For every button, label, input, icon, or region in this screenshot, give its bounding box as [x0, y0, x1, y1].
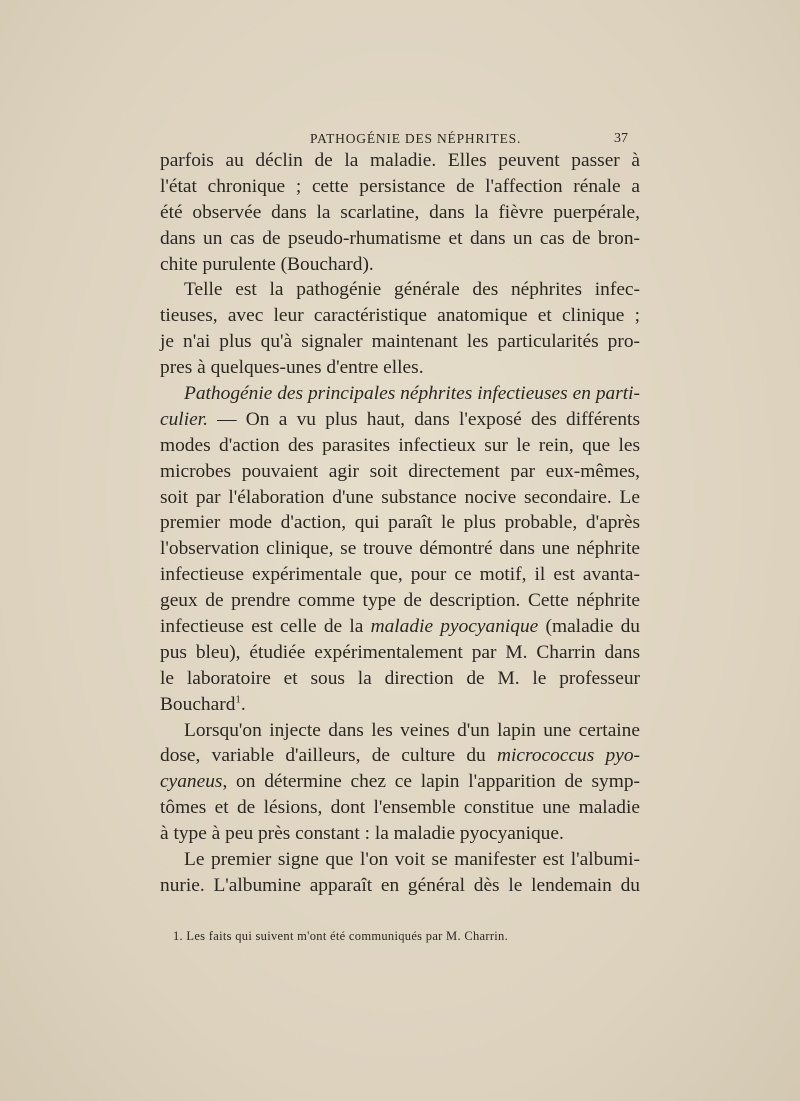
text-line: Telle est la pathogénie générale des néphrites infec- [184, 279, 640, 301]
text-line: Le premier signe que l'on voit se manifester est l'albumi- [184, 849, 640, 871]
text-line [160, 614, 640, 640]
text-line: geux de prendre comme type de description. Cette néphrite [160, 590, 640, 612]
text-line: Lorsqu'on injecte dans les veines d'un lapin une certaine [184, 719, 640, 741]
text-line [160, 743, 640, 769]
page-number: 37 [614, 131, 628, 146]
text-line: l'observation clinique, se trouve démontré dans une néphrite [160, 538, 640, 560]
text-line: le laboratoire et sous la direction de M. le professeur [160, 667, 640, 689]
section-heading-end: culier. [160, 408, 208, 430]
body-text [160, 148, 640, 899]
italic-term: cyaneus [160, 771, 223, 793]
text-fragment: dose, variable d'ailleurs, de culture du [160, 745, 498, 767]
text-fragment: infectieuse est celle de la [160, 616, 371, 638]
italic-term: micrococcus pyo- [497, 745, 641, 767]
text-line: parfois au déclin de la maladie. Elles peuvent passer à [160, 150, 640, 171]
text-line: infectieuse expérimentale que, pour ce motif, il est avanta- [160, 564, 640, 586]
text-fragment: Bouchard [160, 693, 236, 715]
text-line: dans un cas de pseudo-rhumatisme et dans un cas de bron- [160, 227, 640, 249]
text-line: chite purulente (Bouchard). [160, 253, 374, 275]
text-line: premier mode d'action, qui paraît le plus probable, d'après [160, 512, 640, 534]
text-line: à type à peu près constant : la maladie pyocyanique. [160, 823, 564, 845]
text-line: nurie. L'albumine apparaît en général dès le lendemain du [160, 874, 640, 896]
footnote: 1. Les faits qui suivent m'ont été communiqués par M. Charrin. [173, 929, 509, 943]
text-fragment: — On a vu plus haut, dans l'exposé des différents [207, 408, 640, 430]
text-line: tômes et de lésions, dont l'ensemble constitue une maladie [160, 797, 640, 819]
text-line [160, 692, 640, 718]
text-line: l'état chronique ; cette persistance de l'affection rénale a [160, 175, 640, 197]
text-line: modes d'action des parasites infectieux sur le rein, que les [160, 434, 640, 456]
text-line: je n'ai plus qu'à signaler maintenant les particularités pro- [160, 331, 640, 353]
footnote-marker: 1 [235, 693, 241, 706]
section-heading-line [160, 381, 640, 407]
text-line: microbes pouvaient agir soit directement par eux-mêmes, [160, 460, 640, 482]
text-line [160, 407, 640, 433]
running-head-title: PATHOGÉNIE DES NÉPHRITES. [310, 131, 522, 146]
text-line: tieuses, avec leur caractéristique anatomique et clinique ; [160, 305, 640, 327]
text-fragment: . [240, 693, 246, 715]
italic-term: maladie pyocyanique [370, 616, 539, 638]
text-line: soit par l'élaboration d'une substance nocive secondaire. Le [160, 486, 640, 508]
text-line: pus bleu), étudiée expérimentalement par M. Charrin dans [160, 641, 640, 663]
text-fragment: (maladie du [538, 616, 640, 638]
text-fragment: , on détermine chez ce lapin l'apparition de symp- [222, 771, 640, 793]
section-heading: Pathogénie des principales néphrites infectieuses en parti- [184, 383, 640, 405]
text-line [160, 769, 640, 795]
text-line: pres à quelques-unes d'entre elles. [160, 357, 424, 379]
text-line: été observée dans la scarlatine, dans la fièvre puerpérale, [160, 201, 640, 223]
